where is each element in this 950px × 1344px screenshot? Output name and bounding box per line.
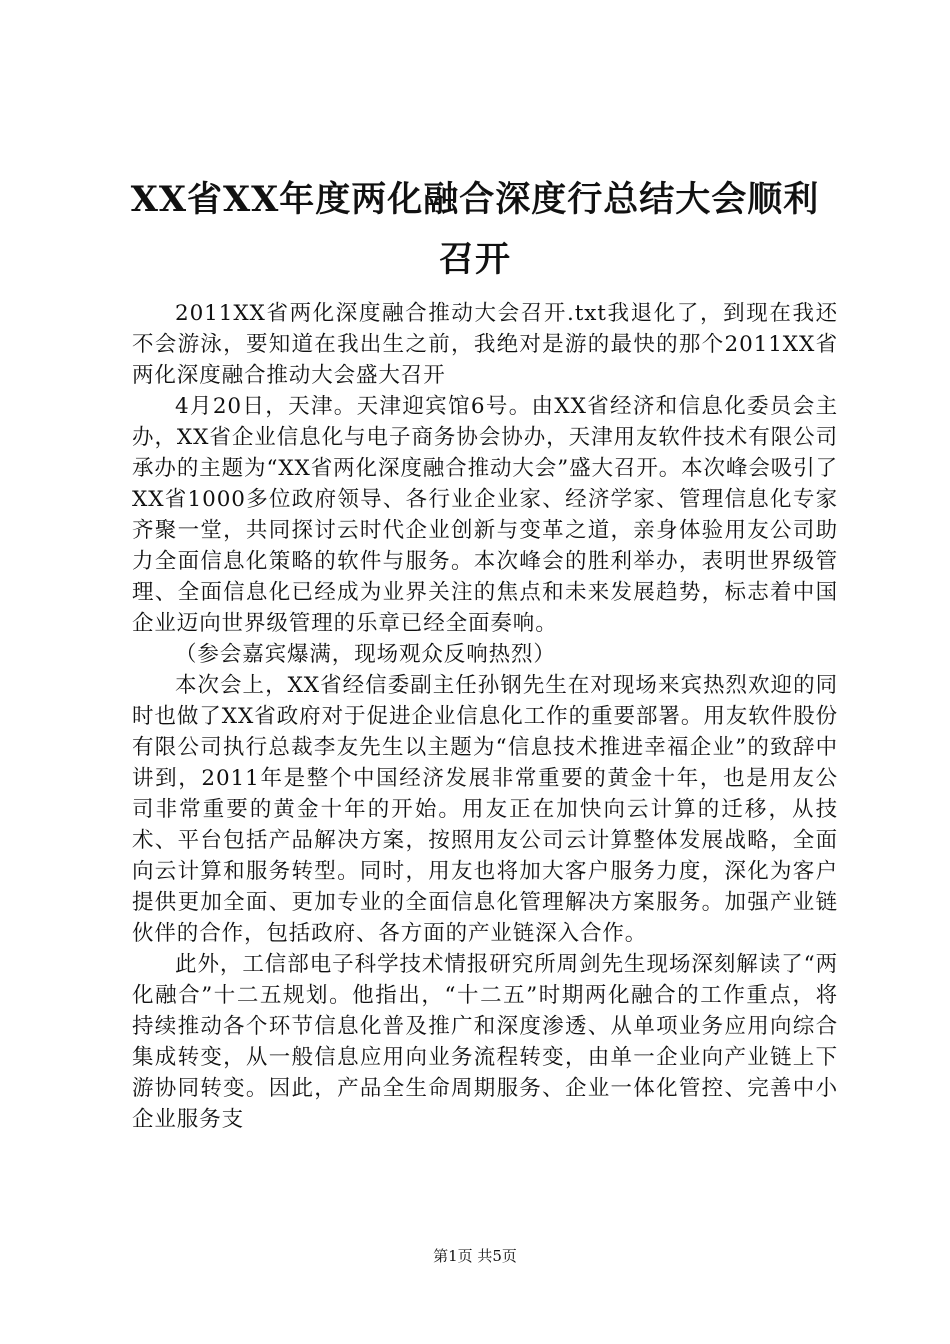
document-title: XX省XX年度两化融合深度行总结大会顺利召开 <box>130 179 820 280</box>
paragraph-1: 2011XX省两化深度融合推动大会召开.txt我退化了，到现在我还不会游泳，要知道在我出生之前，我绝对是游的最快的那个2011XX省两化深度融合推动大会盛大召开 <box>132 301 838 388</box>
paragraph-3-caption: （参会嘉宾爆满，现场观众反响热烈） <box>175 642 556 667</box>
page-number-footer: 第1页 共5页 <box>433 1247 517 1265</box>
document-body <box>132 298 838 1135</box>
paragraph-2: 4月20日，天津。天津迎宾馆6号。由XX省经济和信息化委员会主办，XX省企业信息化与电子商务协会协办，天津用友软件技术有限公司承办的主题为“XX省两化深度融合推动大会”盛大召开。本次峰会吸引了XX省1000多位政府领导、各行业企业家、经济学家、管理信息化专家齐聚一堂，共同探讨云时代企业创新与变革之道，亲身体验用友公司助力全面信息化策略的软件与服务。本次峰会的胜利举办，表明世界级管理、全面信息化已经成为业界关注的焦点和未来发展趋势，标志着中国企业迈向世界级管理的乐章已经全面奏响。 <box>132 394 838 636</box>
paragraph-4: 本次会上，XX省经信委副主任孙钢先生在对现场来宾热烈欢迎的同时也做了XX省政府对于促进企业信息化工作的重要部署。用友软件股份有限公司执行总裁李友先生以主题为“信息技术推进幸福企业”的致辞中讲到，2011年是整个中国经济发展非常重要的黄金十年，也是用友公司非常重要的黄金十年的开始。用友正在加快向云计算的迁移，从技术、平台包括产品解决方案，按照用友公司云计算整体发展战略，全面向云计算和服务转型。同时，用友也将加大客户服务力度，深化为客户提供更加全面、更加专业的全面信息化管理解决方案服务。加强产业链伙伴的合作，包括政府、各方面的产业链深入合作。 <box>132 673 838 946</box>
paragraph-5: 此外，工信部电子科学技术情报研究所周剑先生现场深刻解读了“两化融合”十二五规划。他指出，“十二五”时期两化融合的工作重点，将持续推动各个环节信息化普及推广和深度渗透、从单项业务应用向综合集成转变，从一般信息应用向业务流程转变，由单一企业向产业链上下游协同转变。因此，产品全生命周期服务、企业一体化管控、完善中小企业服务支 <box>132 952 838 1132</box>
